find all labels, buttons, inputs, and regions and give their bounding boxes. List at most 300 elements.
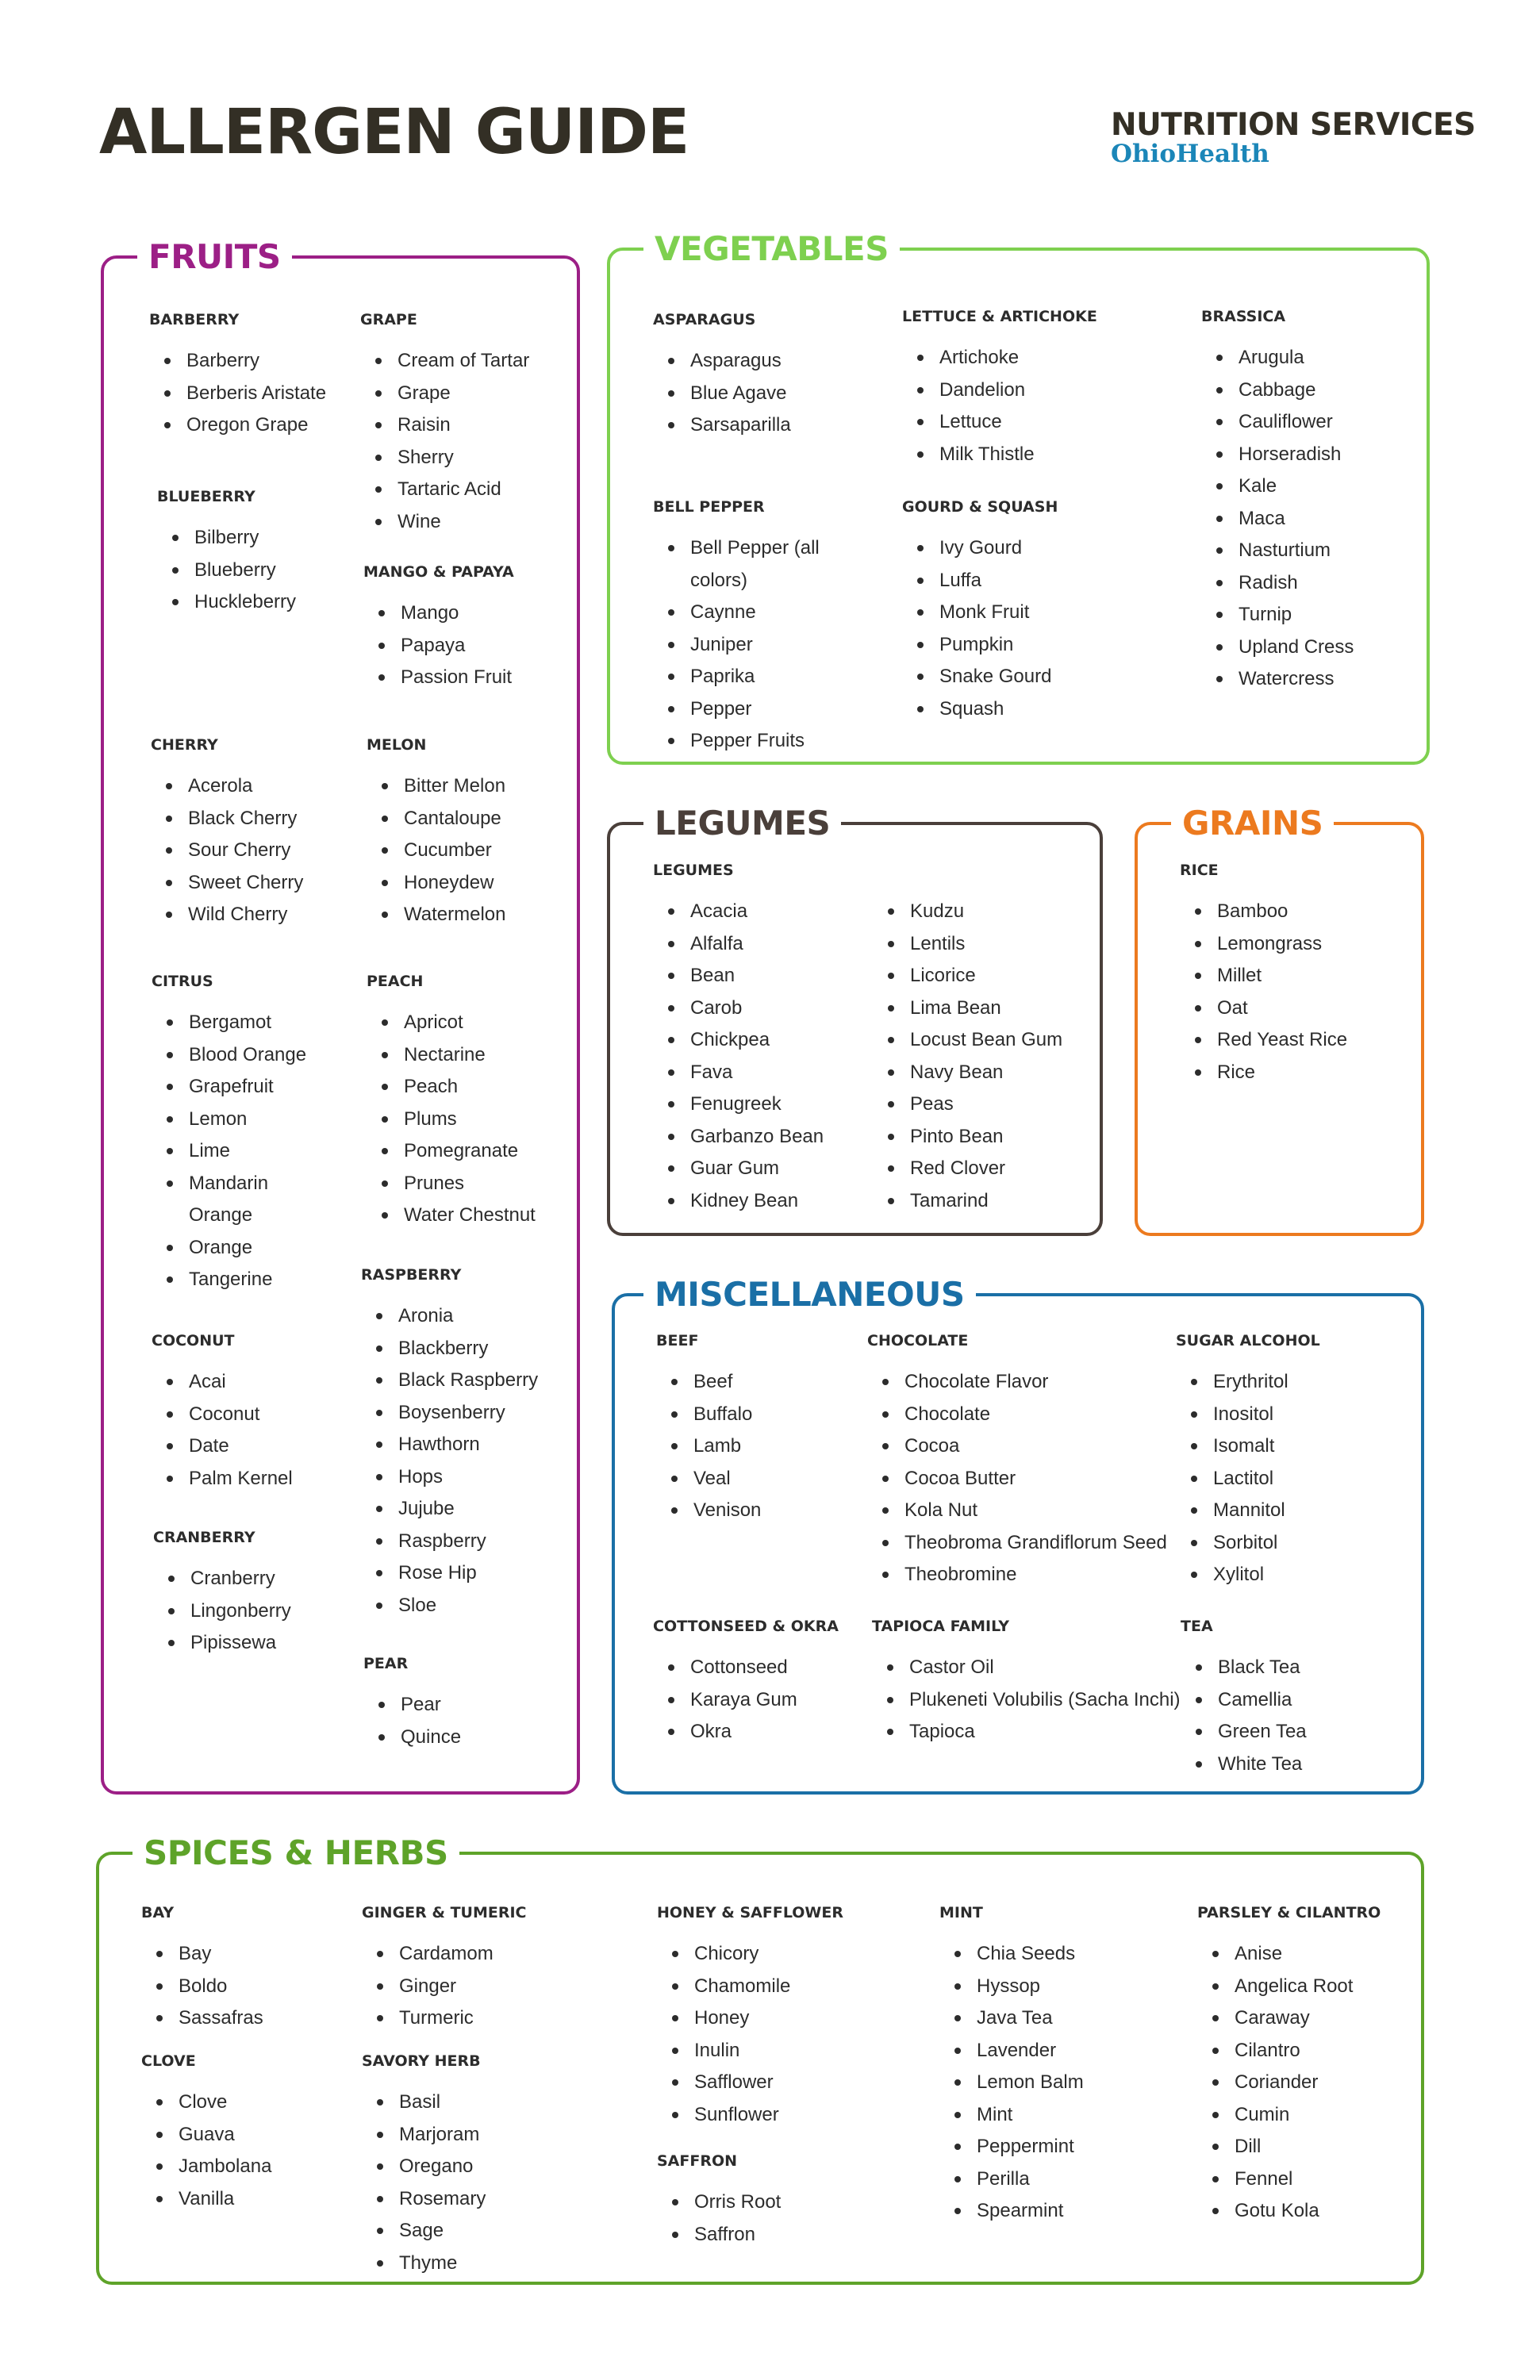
allergen-item: Hyssop [954, 1971, 1084, 2003]
allergen-item: Acacia [668, 896, 824, 928]
allergen-list [149, 345, 326, 442]
allergen-item: Rosemary [377, 2183, 486, 2216]
allergen-item: Bamboo [1195, 896, 1347, 928]
miscellaneous-section-title: MISCELLANEOUS [643, 1275, 976, 1315]
allergen-item: Buffalo [671, 1399, 761, 1431]
allergen-item: Locust Bean Gum [888, 1024, 1062, 1057]
allergen-item: Chocolate [882, 1399, 1167, 1431]
allergen-group-title: ASPARAGUS [653, 311, 756, 328]
allergen-item: Paprika [668, 661, 847, 693]
allergen-group-title: LETTUCE & ARTICHOKE [902, 308, 1097, 325]
allergen-item: Rose Hip [376, 1557, 538, 1590]
allergen-item: Horseradish [1216, 439, 1354, 471]
allergen-item: Honeydew [382, 867, 505, 900]
allergen-list [1180, 896, 1347, 1088]
allergen-group-title: PARSLEY & CILANTRO [1197, 1904, 1381, 1921]
allergen-item: Raspberry [376, 1526, 538, 1558]
allergen-item: Peas [888, 1088, 1062, 1121]
allergen-group-title: COCONUT [152, 1332, 235, 1349]
allergen-item: Black Raspberry [376, 1365, 538, 1397]
allergen-item: Theobroma Grandiflorum Seed [882, 1527, 1167, 1560]
allergen-group [653, 498, 847, 758]
allergen-item: Hawthorn [376, 1429, 538, 1461]
brand-name: NUTRITION SERVICES [1111, 107, 1476, 143]
allergen-group [141, 1904, 263, 2035]
allergen-group [872, 1618, 1181, 1749]
allergen-list [867, 1366, 1167, 1591]
allergen-item: Blue Agave [668, 378, 791, 410]
allergen-list [653, 532, 847, 758]
allergen-group-title: BRASSICA [1201, 308, 1286, 325]
allergen-item: Water Chestnut [382, 1200, 536, 1232]
allergen-item: Venison [671, 1495, 761, 1527]
allergen-item: Inositol [1191, 1399, 1320, 1431]
allergen-item: Fava [668, 1057, 824, 1089]
allergen-item: Millet [1195, 960, 1347, 992]
allergen-item: Bell Pepper (all colors) [668, 532, 847, 597]
grains-section-title: GRAINS [1171, 804, 1334, 843]
allergen-item: Chia Seeds [954, 1938, 1084, 1971]
allergen-group [902, 308, 1097, 470]
allergen-item: Red Yeast Rice [1195, 1024, 1347, 1057]
allergen-item: Pumpkin [917, 629, 1058, 662]
allergen-item: Ginger [377, 1971, 527, 2003]
spices-herbs-section-title: SPICES & HERBS [132, 1833, 459, 1873]
allergen-item: Tapioca [887, 1716, 1181, 1749]
allergen-item: Pomegranate [382, 1135, 536, 1168]
allergen-item: Boldo [156, 1971, 263, 2003]
spices-herbs-section [96, 1833, 1424, 2285]
allergen-item: Blueberry [172, 555, 296, 587]
allergen-group [873, 896, 1062, 1217]
allergen-list [152, 1007, 334, 1296]
allergen-group [1180, 862, 1347, 1088]
allergen-item: Xylitol [1191, 1559, 1320, 1591]
allergen-list [362, 2086, 486, 2279]
allergen-item: Clove [156, 2086, 271, 2119]
allergen-group [1181, 1618, 1307, 1780]
allergen-item: Sunflower [672, 2099, 843, 2132]
allergen-item: Arugula [1216, 342, 1354, 374]
allergen-item: Nasturtium [1216, 535, 1354, 567]
allergen-item: Palm Kernel [167, 1463, 293, 1495]
allergen-item: Date [167, 1430, 293, 1463]
fruits-section [101, 237, 580, 1795]
allergen-item: Juniper [668, 629, 847, 662]
allergen-item: Thyme [377, 2248, 486, 2280]
allergen-item: Radish [1216, 567, 1354, 600]
allergen-group-title: RICE [1180, 862, 1219, 879]
allergen-item: Berberis Aristate [164, 378, 326, 410]
allergen-item: Lemongrass [1195, 928, 1347, 961]
allergen-item: Asparagus [668, 345, 791, 378]
allergen-group-title: BELL PEPPER [653, 498, 765, 516]
allergen-item: Sarsaparilla [668, 409, 791, 442]
allergen-item: Barberry [164, 345, 326, 378]
allergen-item: Chamomile [672, 1971, 843, 2003]
allergen-list [362, 1938, 527, 2035]
allergen-group-title: CRANBERRY [153, 1529, 255, 1546]
miscellaneous-section [612, 1275, 1424, 1795]
allergen-item: Sherry [375, 442, 529, 474]
allergen-item: Cilantro [1212, 2035, 1381, 2067]
allergen-item: Green Tea [1196, 1716, 1307, 1749]
allergen-list [1201, 342, 1354, 696]
allergen-item: Lemon [167, 1104, 334, 1136]
allergen-item: Gotu Kola [1212, 2195, 1381, 2228]
allergen-item: Wild Cherry [166, 899, 303, 931]
allergen-item: Huckleberry [172, 586, 296, 619]
allergen-group [1176, 1332, 1320, 1591]
allergen-group [362, 1904, 527, 2035]
allergen-group-title: TAPIOCA FAMILY [872, 1618, 1009, 1635]
allergen-list [653, 345, 791, 442]
allergen-group [152, 1332, 293, 1495]
allergen-item: Turnip [1216, 599, 1354, 631]
allergen-item: Lingonberry [168, 1595, 291, 1628]
allergen-group [657, 1904, 843, 2131]
allergen-item: Grapefruit [167, 1071, 334, 1104]
allergen-item: Veal [671, 1463, 761, 1495]
allergen-item: Wine [375, 506, 529, 539]
allergen-item: Sage [377, 2215, 486, 2248]
allergen-list [367, 1007, 536, 1232]
allergen-group [151, 736, 303, 931]
allergen-item: Guar Gum [668, 1153, 824, 1185]
allergen-group-title: MANGO & PAPAYA [363, 563, 514, 581]
allergen-item: Lemon Balm [954, 2067, 1084, 2099]
allergen-item: Marjoram [377, 2119, 486, 2152]
allergen-item: Castor Oil [887, 1652, 1181, 1684]
allergen-item: Chocolate Flavor [882, 1366, 1167, 1399]
allergen-group-title: BARBERRY [149, 311, 240, 328]
allergen-list [653, 1652, 839, 1749]
allergen-item: Watercress [1216, 663, 1354, 696]
allergen-item: Pepper [668, 693, 847, 726]
allergen-item: Monk Fruit [917, 597, 1058, 629]
allergen-group [153, 1529, 291, 1660]
allergen-item: Chickpea [668, 1024, 824, 1057]
allergen-item: Karaya Gum [668, 1684, 839, 1717]
allergen-list [363, 1689, 461, 1753]
allergen-item: Theobromine [882, 1559, 1167, 1591]
allergen-list [873, 896, 1062, 1217]
allergen-item: Ivy Gourd [917, 532, 1058, 565]
allergen-group-title: CLOVE [141, 2052, 196, 2070]
allergen-group-title: BLUEBERRY [157, 488, 255, 505]
allergen-item: Oat [1195, 992, 1347, 1025]
allergen-item: Spearmint [954, 2195, 1084, 2228]
allergen-item: Cottonseed [668, 1652, 839, 1684]
allergen-group-title: COTTONSEED & OKRA [653, 1618, 839, 1635]
allergen-item: Kidney Bean [668, 1185, 824, 1218]
allergen-group-title: GOURD & SQUASH [902, 498, 1058, 516]
allergen-group-title: TEA [1181, 1618, 1213, 1635]
allergen-item: Kudzu [888, 896, 1062, 928]
allergen-list [367, 770, 505, 931]
allergen-group [1201, 308, 1354, 696]
allergen-group-title: CITRUS [152, 973, 213, 990]
allergen-item: Cabbage [1216, 374, 1354, 407]
allergen-list [657, 1938, 843, 2131]
allergen-list [141, 1938, 263, 2035]
allergen-item: Camellia [1196, 1684, 1307, 1717]
allergen-item: Perilla [954, 2163, 1084, 2196]
allergen-item: Lime [167, 1135, 334, 1168]
allergen-list [157, 522, 296, 619]
allergen-item: Angelica Root [1212, 1971, 1381, 2003]
allergen-group-title: GINGER & TUMERIC [362, 1904, 527, 1921]
allergen-group [367, 973, 536, 1232]
allergen-group [363, 563, 514, 694]
allergen-item: Pear [378, 1689, 461, 1722]
allergen-item: Sweet Cherry [166, 867, 303, 900]
page-title: ALLERGEN GUIDE [99, 97, 689, 168]
allergen-item: Tamarind [888, 1185, 1062, 1218]
allergen-group [657, 2152, 781, 2251]
allergen-item: Basil [377, 2086, 486, 2119]
allergen-item: Carob [668, 992, 824, 1025]
allergen-item: Bergamot [167, 1007, 334, 1039]
legumes-section [607, 804, 1103, 1236]
allergen-item: Oregon Grape [164, 409, 326, 442]
vegetables-section [607, 229, 1430, 765]
allergen-group [656, 1332, 761, 1527]
allergen-item: Orris Root [672, 2186, 781, 2219]
allergen-group [141, 2052, 271, 2215]
allergen-item: Dill [1212, 2131, 1381, 2163]
allergen-list [151, 770, 303, 931]
allergen-item: Black Cherry [166, 803, 303, 835]
allergen-item: Jambolana [156, 2151, 271, 2183]
allergen-item: Apricot [382, 1007, 536, 1039]
allergen-item: Bay [156, 1938, 263, 1971]
allergen-list [152, 1366, 293, 1495]
allergen-item: Cranberry [168, 1563, 291, 1595]
allergen-list [1197, 1938, 1381, 2228]
allergen-group-title: BAY [141, 1904, 175, 1921]
brand-subname: OhioHealth [1111, 140, 1269, 168]
allergen-item: Honey [672, 2002, 843, 2035]
allergen-item: Blood Orange [167, 1039, 334, 1072]
allergen-group-title: MELON [367, 736, 427, 754]
allergen-list [153, 1563, 291, 1660]
allergen-group-title: PEAR [363, 1655, 409, 1672]
allergen-item: Bilberry [172, 522, 296, 555]
allergen-group-title: CHOCOLATE [867, 1332, 969, 1349]
allergen-item: Safflower [672, 2067, 843, 2099]
allergen-group [360, 311, 529, 538]
allergen-item: Oregano [377, 2151, 486, 2183]
allergen-item: Erythritol [1191, 1366, 1320, 1399]
allergen-item: Mannitol [1191, 1495, 1320, 1527]
allergen-item: Watermelon [382, 899, 505, 931]
allergen-group [363, 1655, 461, 1753]
allergen-item: Java Tea [954, 2002, 1084, 2035]
allergen-group [902, 498, 1058, 725]
allergen-item: Sloe [376, 1590, 538, 1622]
allergen-item: Rice [1195, 1057, 1347, 1089]
allergen-list [872, 1652, 1181, 1749]
allergen-group-title: SAFFRON [657, 2152, 738, 2170]
allergen-item: Orange [167, 1232, 334, 1265]
allergen-item: Lamb [671, 1430, 761, 1463]
allergen-item: Vanilla [156, 2183, 271, 2216]
allergen-group [653, 1618, 839, 1749]
allergen-item: Kola Nut [882, 1495, 1167, 1527]
allergen-item: Passion Fruit [378, 662, 514, 694]
allergen-item: Sorbitol [1191, 1527, 1320, 1560]
allergen-item: Mint [954, 2099, 1084, 2132]
allergen-item: Fennel [1212, 2163, 1381, 2196]
legumes-section-title: LEGUMES [643, 804, 841, 843]
allergen-item: Pinto Bean [888, 1121, 1062, 1154]
allergen-item: Coriander [1212, 2067, 1381, 2099]
allergen-item: Papaya [378, 630, 514, 662]
allergen-item: Garbanzo Bean [668, 1121, 824, 1154]
allergen-item: Tartaric Acid [375, 474, 529, 506]
allergen-item: Prunes [382, 1168, 536, 1200]
allergen-item: Acai [167, 1366, 293, 1399]
allergen-item: Red Clover [888, 1153, 1062, 1185]
allergen-group-title: GRAPE [360, 311, 417, 328]
allergen-list [939, 1938, 1084, 2228]
allergen-group-title: SAVORY HERB [362, 2052, 481, 2070]
allergen-item: Maca [1216, 503, 1354, 536]
allergen-item: Cauliflower [1216, 406, 1354, 439]
allergen-item: Quince [378, 1722, 461, 1754]
allergen-item: Upland Cress [1216, 631, 1354, 664]
brand-logo [1111, 109, 1476, 167]
allergen-item: Raisin [375, 409, 529, 442]
allergen-group [152, 973, 334, 1296]
allergen-item: Peppermint [954, 2131, 1084, 2163]
allergen-item: Sour Cherry [166, 835, 303, 867]
allergen-group-title: SUGAR ALCOHOL [1176, 1332, 1320, 1349]
allergen-item: Mango [378, 597, 514, 630]
allergen-item: Luffa [917, 565, 1058, 597]
allergen-group [1197, 1904, 1381, 2228]
allergen-item: Snake Gourd [917, 661, 1058, 693]
allergen-item: Dandelion [917, 374, 1097, 407]
allergen-group-title: RASPBERRY [361, 1266, 462, 1284]
allergen-item: Lettuce [917, 406, 1097, 439]
allergen-item: Acerola [166, 770, 303, 803]
allergen-item: Coconut [167, 1399, 293, 1431]
allergen-item: Cocoa Butter [882, 1463, 1167, 1495]
allergen-group-title: LEGUMES [653, 862, 734, 879]
allergen-list [902, 342, 1097, 470]
allergen-item: Okra [668, 1716, 839, 1749]
allergen-item: Lavender [954, 2035, 1084, 2067]
allergen-group [361, 1266, 538, 1622]
allergen-item: Plukeneti Volubilis (Sacha Inchi) [887, 1684, 1181, 1717]
allergen-item: Blackberry [376, 1333, 538, 1365]
allergen-item: Lactitol [1191, 1463, 1320, 1495]
allergen-item: Bean [668, 960, 824, 992]
allergen-item: Cream of Tartar [375, 345, 529, 378]
allergen-item: Cocoa [882, 1430, 1167, 1463]
allergen-item: Sassafras [156, 2002, 263, 2035]
allergen-item: Lentils [888, 928, 1062, 961]
allergen-list [361, 1300, 538, 1622]
allergen-group [362, 2052, 486, 2279]
allergen-item: Inulin [672, 2035, 843, 2067]
grains-section [1135, 804, 1424, 1236]
allergen-item: Turmeric [377, 2002, 527, 2035]
allergen-group [867, 1332, 1167, 1591]
allergen-list [363, 597, 514, 694]
allergen-item: Cucumber [382, 835, 505, 867]
allergen-list [653, 896, 824, 1217]
allergen-item: Anise [1212, 1938, 1381, 1971]
allergen-list [1176, 1366, 1320, 1591]
allergen-item: Squash [917, 693, 1058, 726]
allergen-group [367, 736, 505, 931]
allergen-item: Fenugreek [668, 1088, 824, 1121]
allergen-group [157, 488, 296, 619]
allergen-item: Beef [671, 1366, 761, 1399]
allergen-item: White Tea [1196, 1749, 1307, 1781]
allergen-item: Hops [376, 1461, 538, 1494]
allergen-item: Jujube [376, 1493, 538, 1526]
allergen-item: Mandarin Orange [167, 1168, 334, 1232]
vegetables-section-title: VEGETABLES [643, 229, 900, 269]
allergen-item: Grape [375, 378, 529, 410]
allergen-item: Cardamom [377, 1938, 527, 1971]
allergen-item: Bitter Melon [382, 770, 505, 803]
allergen-item: Chicory [672, 1938, 843, 1971]
allergen-group [653, 862, 824, 1217]
allergen-item: Cumin [1212, 2099, 1381, 2132]
allergen-list [360, 345, 529, 538]
allergen-item: Saffron [672, 2219, 781, 2251]
allergen-item: Milk Thistle [917, 439, 1097, 471]
allergen-item: Plums [382, 1104, 536, 1136]
allergen-item: Isomalt [1191, 1430, 1320, 1463]
allergen-group-title: PEACH [367, 973, 424, 990]
allergen-group [149, 311, 326, 442]
allergen-group-title: HONEY & SAFFLOWER [657, 1904, 843, 1921]
allergen-list [657, 2186, 781, 2251]
allergen-item: Licorice [888, 960, 1062, 992]
allergen-item: Navy Bean [888, 1057, 1062, 1089]
allergen-item: Black Tea [1196, 1652, 1307, 1684]
allergen-item: Alfalfa [668, 928, 824, 961]
allergen-group [653, 311, 791, 442]
allergen-item: Caraway [1212, 2002, 1381, 2035]
allergen-list [902, 532, 1058, 725]
allergen-item: Pepper Fruits [668, 725, 847, 758]
allergen-item: Tangerine [167, 1264, 334, 1296]
fruits-section-title: FRUITS [137, 237, 292, 277]
allergen-item: Caynne [668, 597, 847, 629]
allergen-item: Cantaloupe [382, 803, 505, 835]
allergen-item: Peach [382, 1071, 536, 1104]
allergen-item: Guava [156, 2119, 271, 2152]
allergen-list [141, 2086, 271, 2215]
allergen-item: Lima Bean [888, 992, 1062, 1025]
allergen-item: Artichoke [917, 342, 1097, 374]
allergen-group-title: MINT [939, 1904, 983, 1921]
allergen-item: Aronia [376, 1300, 538, 1333]
allergen-item: Pipissewa [168, 1627, 291, 1660]
allergen-group [939, 1904, 1084, 2228]
allergen-group-title: CHERRY [151, 736, 218, 754]
allergen-item: Boysenberry [376, 1397, 538, 1430]
allergen-item: Kale [1216, 470, 1354, 503]
allergen-list [1181, 1652, 1307, 1780]
